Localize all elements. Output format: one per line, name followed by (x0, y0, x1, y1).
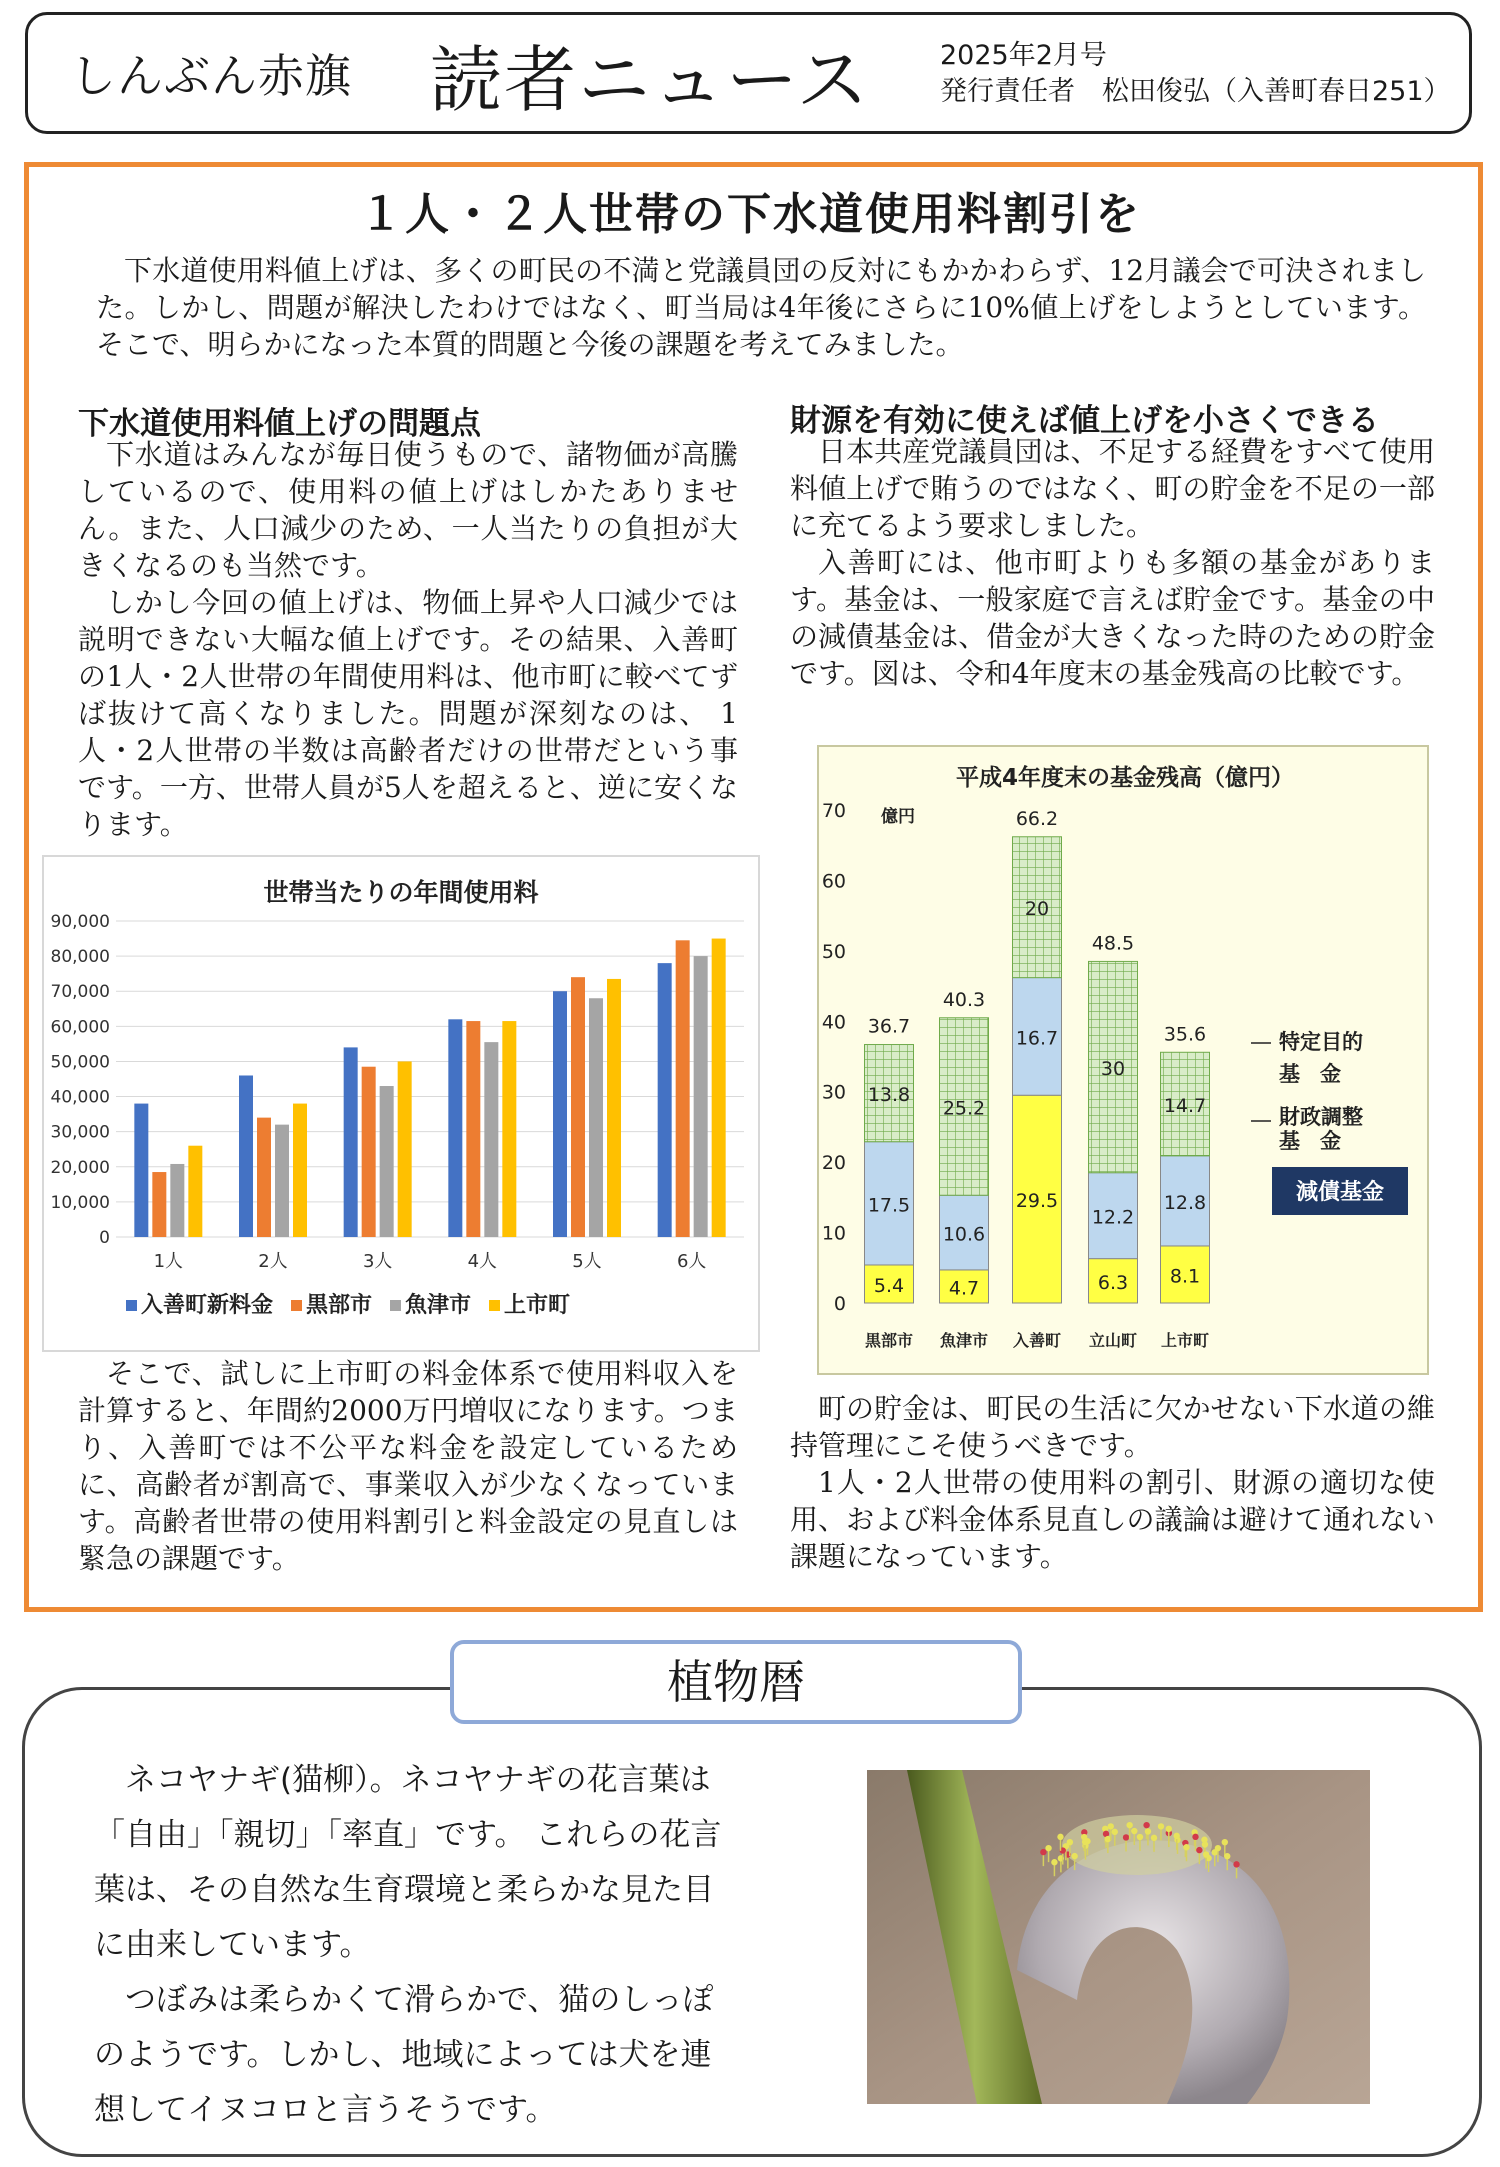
y-tick-label: 50 (821, 940, 846, 963)
y-tick-label: 20 (821, 1152, 846, 1175)
y-tick-label: 30,000 (50, 1122, 110, 1143)
stamen-anther (1131, 1828, 1137, 1834)
bar-3 (170, 1164, 184, 1237)
segment-label: 16.7 (1015, 1027, 1059, 1050)
segment-label: 10.6 (942, 1223, 986, 1246)
left-paragraph: しかし今回の値上げは、物価上昇や人口減少では説明できない大幅な値上げです。その結果、入善町の1人・2人世帯の年間使用料は、他市町に較べてずば抜けて高くなりました。問題が深刻なのは、 1人・2人世帯の半数は高齢者だけの世帯だという事です。一方、世帯人員が5人を超えると、逆に安くなります。 (78, 586, 738, 841)
stamen-anther (1112, 1829, 1118, 1835)
legend-label: 入善町新料金 (141, 1293, 274, 1318)
legend-label: 魚津市 (405, 1293, 472, 1318)
x-tick-label: 4人 (467, 1251, 498, 1272)
stamen-anther (1192, 1834, 1198, 1840)
intro-text: 下水道使用料値上げは、多くの町民の不満と党議員団の反対にもかかわらず、12月議会で可決されました。しかし、問題が解決したわけではなく、町当局は4年後にさらに10%値上げをしようとしています。そこで、明らかになった本質的問題と今後の課題を考えてみました。 (96, 254, 1426, 361)
segment-label: 25.2 (942, 1097, 986, 1120)
bar-3 (380, 1086, 394, 1237)
y-tick-label: 50,000 (50, 1052, 110, 1073)
right-paragraph: 町の貯金は、町民の生活に欠かせない下水道の維持管理にこそ使うべきです。 (790, 1392, 1435, 1462)
bar-2 (362, 1067, 376, 1237)
calendar-paragraph: つぼみは柔らかくて滑らかで、猫のしっぽのようです。しかし、地域によっては犬を連想してイヌコロと言うそうです。 (94, 1982, 714, 2128)
y-tick-label: 40 (821, 1011, 846, 1034)
x-tick-label: 1人 (153, 1251, 184, 1272)
x-tick-label: 黒部市 (864, 1331, 914, 1350)
stamen-anther (1202, 1841, 1208, 1847)
stamen-anther (1174, 1833, 1180, 1839)
x-tick-label: 上市町 (1160, 1331, 1210, 1350)
right-column-conclusion (790, 1390, 1435, 1575)
segment-label: 14.7 (1163, 1095, 1207, 1118)
segment-label: 29.5 (1015, 1190, 1059, 1213)
annual-fee-chart (42, 855, 760, 1352)
x-tick-label: 5人 (572, 1251, 602, 1272)
stamen-anther (1082, 1839, 1088, 1845)
stamen-anther (1151, 1835, 1157, 1841)
left-paragraph: そこで、試しに上市町の料金体系で使用料収入を計算すると、年間約2000万円増収になります。つまり、入善町では不公平な料金を設定しているために、高齢者が割高で、事業収入が少なくなっています。高齢者世帯の使用料割引と料金設定の見直しは緊急の課題です。 (78, 1357, 738, 1575)
segment-label: 12.8 (1163, 1191, 1207, 1214)
right-paragraph: 1人・2人世帯の使用料の割引、財源の適切な使用、および料金体系見直しの議論は避けて通れない課題になっています。 (790, 1466, 1435, 1573)
legend-label: 財政調整 (1279, 1105, 1363, 1129)
total-label: 36.7 (867, 1015, 911, 1038)
bar-2 (676, 940, 690, 1237)
legend-label: 特定目的 (1279, 1030, 1363, 1054)
left-column-heading: 下水道使用料値上げの問題点 (78, 406, 481, 442)
bar-3 (275, 1125, 289, 1237)
legend-swatch (126, 1300, 137, 1311)
bar-2 (571, 977, 585, 1237)
legend-label: 上市町 (504, 1293, 571, 1318)
total-label: 40.3 (942, 988, 986, 1011)
stamen-anther (1040, 1849, 1046, 1855)
segment-label: 12.2 (1091, 1206, 1135, 1229)
calendar-paragraph: ネコヤナギ(猫柳）。ネコヤナギの花言葉は「自由」「親切」「率直」です。 これらの花言葉は、その自然な生育環境と柔らかな見た目に由来しています。 (94, 1762, 722, 1963)
x-tick-label: 6人 (676, 1251, 707, 1272)
x-tick-label: 3人 (362, 1251, 393, 1272)
y-tick-label: 60,000 (50, 1017, 110, 1038)
y-tick-label: 0 (99, 1228, 110, 1248)
segment-label: 20 (1024, 898, 1050, 921)
right-column-body (790, 433, 1435, 692)
bar-4 (712, 939, 726, 1237)
bar-1 (553, 991, 567, 1237)
total-label: 48.5 (1091, 932, 1135, 955)
stamen-anther (1051, 1859, 1057, 1865)
issue-info (940, 38, 1451, 110)
chart-title: 世帯当たりの年間使用料 (263, 878, 539, 907)
segment-label: 6.3 (1097, 1271, 1129, 1294)
newsletter-title: 読者ニュース (430, 38, 871, 122)
legend-swatch (291, 1300, 302, 1311)
y-tick-label: 0 (833, 1293, 846, 1315)
bar-1 (448, 1019, 462, 1237)
left-column-conclusion (78, 1355, 738, 1577)
annual-fee-chart-svg (44, 857, 758, 1350)
stamen-anther (1137, 1834, 1143, 1840)
y-tick-label: 70,000 (50, 982, 110, 1003)
bar-1 (239, 1075, 253, 1237)
y-tick-label: 10 (821, 1222, 846, 1245)
stamen-anther (1123, 1834, 1129, 1840)
stamen-anther (1224, 1853, 1230, 1859)
bar-1 (658, 963, 672, 1237)
right-column-heading: 財源を有効に使えば値上げを小さくできる (790, 403, 1379, 439)
legend-swatch (489, 1300, 500, 1311)
y-unit-label: 億円 (881, 807, 915, 827)
x-tick-label: 魚津市 (939, 1331, 989, 1350)
plant-calendar-title: 植物暦 (450, 1640, 1022, 1724)
pussy-willow-photo (867, 1770, 1370, 2104)
stamen-anther (1222, 1839, 1228, 1845)
article-intro (96, 252, 1426, 363)
stamen-anther (1183, 1844, 1189, 1850)
stamen-anther (1196, 1847, 1202, 1853)
right-paragraph: 入善町には、他市町よりも多額の基金があります。基金は、一般家庭で言えば貯金です。基金の中の減債基金は、借金が大きくなった時のための貯金です。図は、令和4年度末の基金残高の比較です。 (790, 546, 1435, 690)
segment-label: 13.8 (867, 1084, 911, 1107)
segment-label: 4.7 (948, 1277, 980, 1300)
bar-3 (484, 1042, 498, 1237)
segment-label: 30 (1100, 1058, 1126, 1081)
stamen-anther (1166, 1826, 1172, 1832)
fund-balance-chart (817, 745, 1429, 1375)
y-tick-label: 20,000 (50, 1157, 110, 1178)
pussy-willow-image (867, 1770, 1370, 2104)
bar-1 (344, 1047, 358, 1237)
y-tick-label: 90,000 (50, 912, 110, 932)
chart-title: 平成4年度末の基金残高（億円） (955, 765, 1295, 791)
legend-label: 黒部市 (306, 1293, 373, 1318)
left-column-body (78, 436, 738, 843)
stamen-anther (1158, 1823, 1164, 1829)
y-tick-label: 40,000 (50, 1087, 110, 1108)
bar-4 (398, 1061, 412, 1237)
issue-date: 2025年2月号 (940, 40, 1107, 71)
bar-4 (502, 1021, 516, 1237)
right-paragraph: 日本共産党議員団は、不足する経費をすべて使用料値上げで賄うのではなく、町の貯金を不足の一部に充てるよう要求しました。 (790, 435, 1435, 542)
stamen-anther (1143, 1822, 1149, 1828)
bar-2 (257, 1118, 271, 1237)
paper-name: しんぶん赤旗 (70, 49, 352, 103)
x-tick-label: 2人 (258, 1251, 288, 1272)
publisher-line: 発行責任者 松田俊弘（入善町春日251） (940, 76, 1451, 107)
stamen-anther (1108, 1823, 1114, 1829)
legend-label: 基金 (1279, 1062, 1361, 1086)
bar-4 (188, 1146, 202, 1237)
y-tick-label: 70 (821, 800, 846, 822)
bar-4 (607, 979, 621, 1237)
segment-label: 8.1 (1169, 1265, 1201, 1288)
stamen-anther (1215, 1845, 1221, 1851)
bar-3 (694, 956, 708, 1237)
stamen-anther (1071, 1853, 1077, 1859)
stamen-anther (1045, 1845, 1051, 1851)
y-tick-label: 80,000 (50, 947, 110, 968)
bar-1 (134, 1104, 148, 1237)
plant-calendar-text (94, 1753, 734, 2138)
total-label: 66.2 (1015, 807, 1059, 830)
bar-2 (152, 1172, 166, 1237)
stamen-anther (1203, 1851, 1209, 1857)
y-tick-label: 30 (821, 1081, 846, 1104)
bar-4 (293, 1104, 307, 1237)
article-headline: １人・２人世帯の下水道使用料割引を (359, 189, 1141, 240)
x-tick-label: 立山町 (1088, 1331, 1138, 1350)
bar-3 (589, 998, 603, 1237)
segment-label: 5.4 (873, 1274, 905, 1297)
stamen-anther (1233, 1861, 1239, 1867)
total-label: 35.6 (1163, 1023, 1207, 1046)
bar-2 (466, 1021, 480, 1237)
segment-label: 17.5 (867, 1194, 911, 1217)
left-paragraph: 下水道はみんなが毎日使うもので、諸物価が高騰しているので、使用料の値上げはしかたありません。また、人口減少のため、一人当たりの負担が大きくなるのも当然です。 (78, 438, 738, 582)
y-tick-label: 10,000 (50, 1192, 110, 1213)
stamen-anther (1126, 1822, 1132, 1828)
stamen-anther (1057, 1834, 1063, 1840)
x-tick-label: 入善町 (1012, 1331, 1062, 1350)
fund-balance-chart-svg (819, 747, 1427, 1373)
legend-label: 基金 (1279, 1129, 1361, 1153)
y-tick-label: 60 (821, 870, 846, 893)
stamen-anther (1145, 1828, 1151, 1834)
legend-swatch (390, 1300, 401, 1311)
legend-label: 減債基金 (1295, 1180, 1385, 1205)
